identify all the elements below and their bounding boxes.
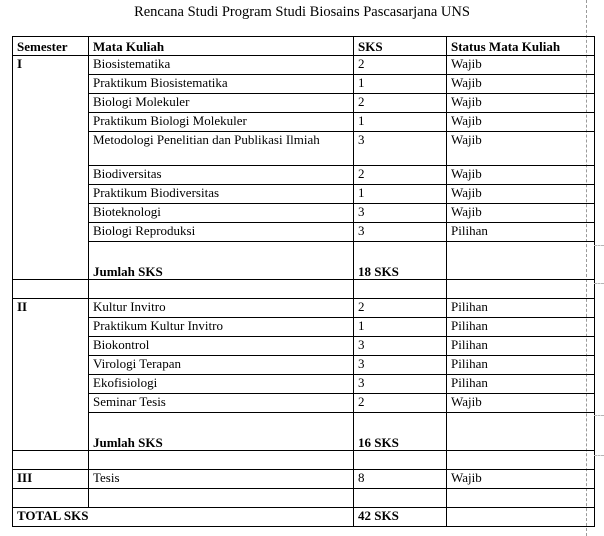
course-status: Pilihan xyxy=(447,356,595,375)
course-name: Kultur Invitro xyxy=(89,299,354,318)
course-sks: 2 xyxy=(354,299,447,318)
course-sks: 8 xyxy=(354,470,447,489)
table-row xyxy=(13,375,595,394)
course-status: Wajib xyxy=(447,394,595,413)
course-name: Tesis xyxy=(89,470,354,489)
grand-total-row xyxy=(13,508,595,527)
table-row xyxy=(13,132,595,166)
course-status: Pilihan xyxy=(447,375,595,394)
course-name: Biologi Reproduksi xyxy=(89,223,354,242)
spacer-row xyxy=(13,413,595,432)
course-name: Metodologi Penelitian dan Publikasi Ilmiah xyxy=(89,132,354,166)
table-row xyxy=(13,113,595,132)
table-row xyxy=(13,166,595,185)
gridline-fragment xyxy=(594,415,604,416)
course-sks: 2 xyxy=(354,56,447,75)
table-row xyxy=(13,356,595,375)
grand-total-label: TOTAL SKS xyxy=(13,508,354,527)
header-sks: SKS xyxy=(354,37,447,56)
course-name: Praktikum Biodiversitas xyxy=(89,185,354,204)
course-sks: 1 xyxy=(354,318,447,337)
subtotal-row xyxy=(13,432,595,451)
subtotal-label: Jumlah SKS xyxy=(89,261,354,280)
course-name: Biologi Molekuler xyxy=(89,94,354,113)
header-course: Mata Kuliah xyxy=(89,37,354,56)
course-name: Ekofisiologi xyxy=(89,375,354,394)
semester-label: I xyxy=(13,56,89,280)
table-row xyxy=(13,337,595,356)
header-semester: Semester xyxy=(13,37,89,56)
gridline-fragment xyxy=(594,245,604,246)
table-row xyxy=(13,75,595,94)
study-plan-table xyxy=(12,36,595,527)
course-status: Wajib xyxy=(447,166,595,185)
course-name: Biosistematika xyxy=(89,56,354,75)
course-status: Wajib xyxy=(447,132,595,166)
blank-row xyxy=(13,451,595,470)
course-sks: 1 xyxy=(354,185,447,204)
course-sks: 1 xyxy=(354,75,447,94)
semester-label: III xyxy=(13,470,89,489)
course-sks: 3 xyxy=(354,223,447,242)
gridline-fragment xyxy=(594,283,604,284)
course-sks: 3 xyxy=(354,337,447,356)
blank-row xyxy=(13,280,595,299)
course-status: Wajib xyxy=(447,94,595,113)
subtotal-label: Jumlah SKS xyxy=(89,432,354,451)
course-sks: 3 xyxy=(354,132,447,166)
course-name: Praktikum Biologi Molekuler xyxy=(89,113,354,132)
table-row xyxy=(13,56,595,75)
course-status: Pilihan xyxy=(447,223,595,242)
table-header-row xyxy=(13,37,595,56)
table-row xyxy=(13,185,595,204)
course-sks: 2 xyxy=(354,166,447,185)
course-status: Wajib xyxy=(447,185,595,204)
course-status: Pilihan xyxy=(447,337,595,356)
course-status: Wajib xyxy=(447,204,595,223)
blank-row xyxy=(13,489,595,508)
course-sks: 1 xyxy=(354,113,447,132)
course-name: Praktikum Biosistematika xyxy=(89,75,354,94)
table-row xyxy=(13,470,595,489)
course-status: Pilihan xyxy=(447,318,595,337)
course-status: Pilihan xyxy=(447,299,595,318)
course-sks: 2 xyxy=(354,394,447,413)
course-sks: 2 xyxy=(354,94,447,113)
gridline-fragment xyxy=(594,455,604,456)
table-row xyxy=(13,394,595,413)
table-row xyxy=(13,94,595,113)
grand-total-value: 42 SKS xyxy=(354,508,447,527)
subtotal-value: 18 SKS xyxy=(354,261,447,280)
course-name: Biokontrol xyxy=(89,337,354,356)
course-status: Wajib xyxy=(447,470,595,489)
course-sks: 3 xyxy=(354,375,447,394)
course-name: Bioteknologi xyxy=(89,204,354,223)
spacer-row xyxy=(13,242,595,261)
table-row xyxy=(13,223,595,242)
course-status: Wajib xyxy=(447,113,595,132)
course-name: Biodiversitas xyxy=(89,166,354,185)
table-row xyxy=(13,299,595,318)
course-name: Seminar Tesis xyxy=(89,394,354,413)
subtotal-value: 16 SKS xyxy=(354,432,447,451)
table-row xyxy=(13,318,595,337)
document-title: Rencana Studi Program Studi Biosains Pascasarjana UNS xyxy=(134,4,470,20)
course-name: Praktikum Kultur Invitro xyxy=(89,318,354,337)
subtotal-row xyxy=(13,261,595,280)
course-status: Wajib xyxy=(447,56,595,75)
table-row xyxy=(13,204,595,223)
semester-label: II xyxy=(13,299,89,451)
course-status: Wajib xyxy=(447,75,595,94)
header-status: Status Mata Kuliah xyxy=(447,37,595,56)
course-name: Virologi Terapan xyxy=(89,356,354,375)
course-sks: 3 xyxy=(354,204,447,223)
course-sks: 3 xyxy=(354,356,447,375)
